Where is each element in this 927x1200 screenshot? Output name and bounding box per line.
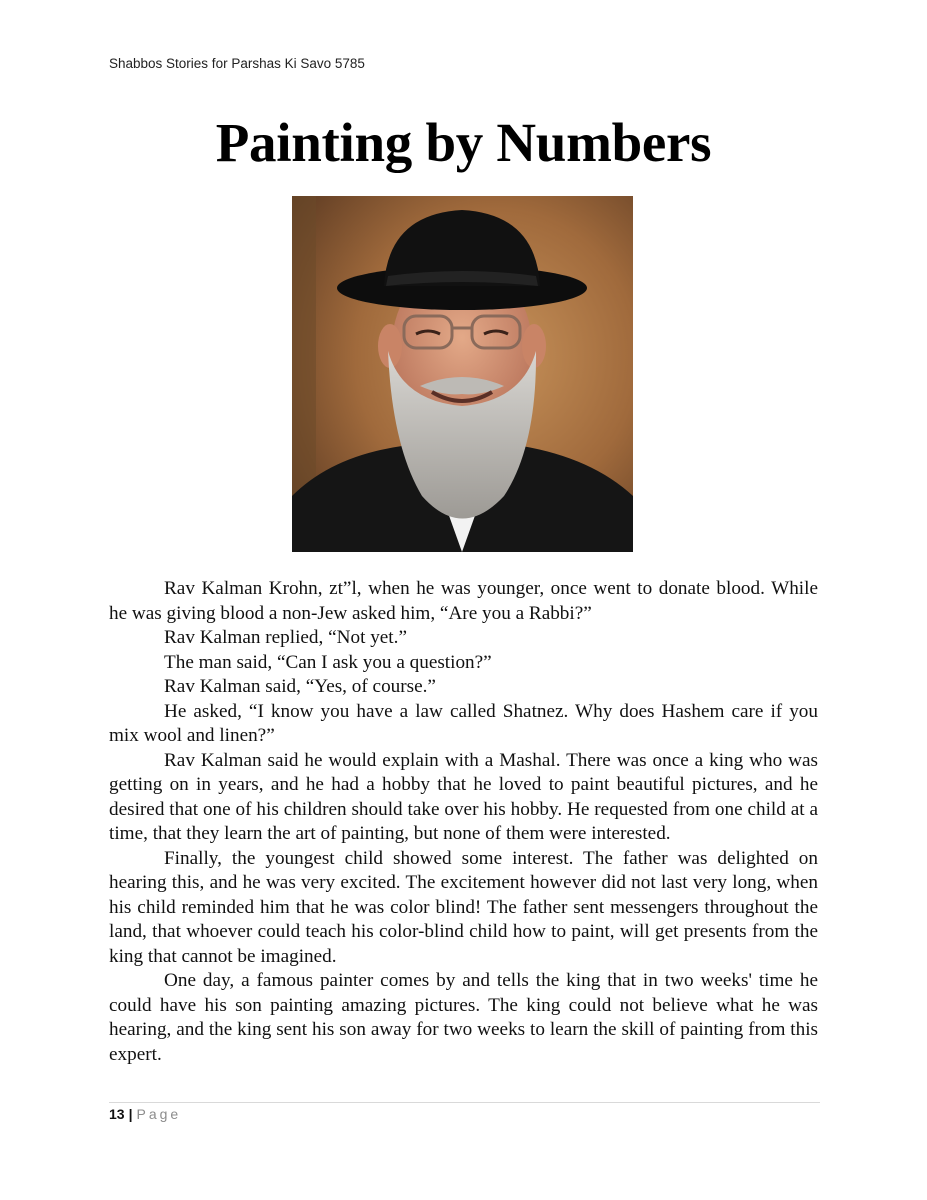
paragraph: Rav Kalman Krohn, zt”l, when he was younger, once went to donate blood. While he was giving blood a non-Jew asked him, “Are you a Rabbi?” [109, 578, 818, 624]
paragraph: The man said, “Can I ask you a question?” [164, 651, 492, 673]
page-label: Page [136, 1106, 182, 1122]
running-header: Shabbos Stories for Parshas Ki Savo 5785 [109, 56, 365, 71]
paragraph: One day, a famous painter comes by and tells the king that in two weeks' time he could have his son painting amazing pictures. The king could not believe what he was hearing, and the king sent his son away for two weeks to learn the skill of painting from this expert. [109, 970, 818, 1065]
footer-divider [109, 1102, 820, 1103]
rabbi-portrait-photo [292, 196, 633, 552]
page-number: 13 [109, 1106, 125, 1122]
footer-separator: | [128, 1106, 133, 1122]
story-body [109, 577, 818, 1067]
paragraph: Finally, the youngest child showed some interest. The father was delighted on hearing this, and he was very excited. The excitement however did not last very long, when his child reminded him that he was color blind! The father sent messengers throughout the land, that whoever could teach his color-blind child how to paint, will get presents from the king that cannot be imagined. [109, 847, 818, 967]
paragraph: He asked, “I know you have a law called Shatnez. Why does Hashem care if you mix wool and linen?” [109, 700, 818, 746]
paragraph: Rav Kalman replied, “Not yet.” [164, 627, 407, 648]
article-title: Painting by Numbers [215, 112, 712, 173]
page-footer [109, 1106, 181, 1122]
paragraph: Rav Kalman said, “Yes, of course.” [164, 676, 436, 697]
paragraph: Rav Kalman said he would explain with a Mashal. There was once a king who was getting on in years, and he had a hobby that he loved to paint beautiful pictures, and he desired that one of his children should take over his hobby. He requested from one child at a time, that they learn the art of painting, but none of them were interested. [109, 749, 818, 844]
